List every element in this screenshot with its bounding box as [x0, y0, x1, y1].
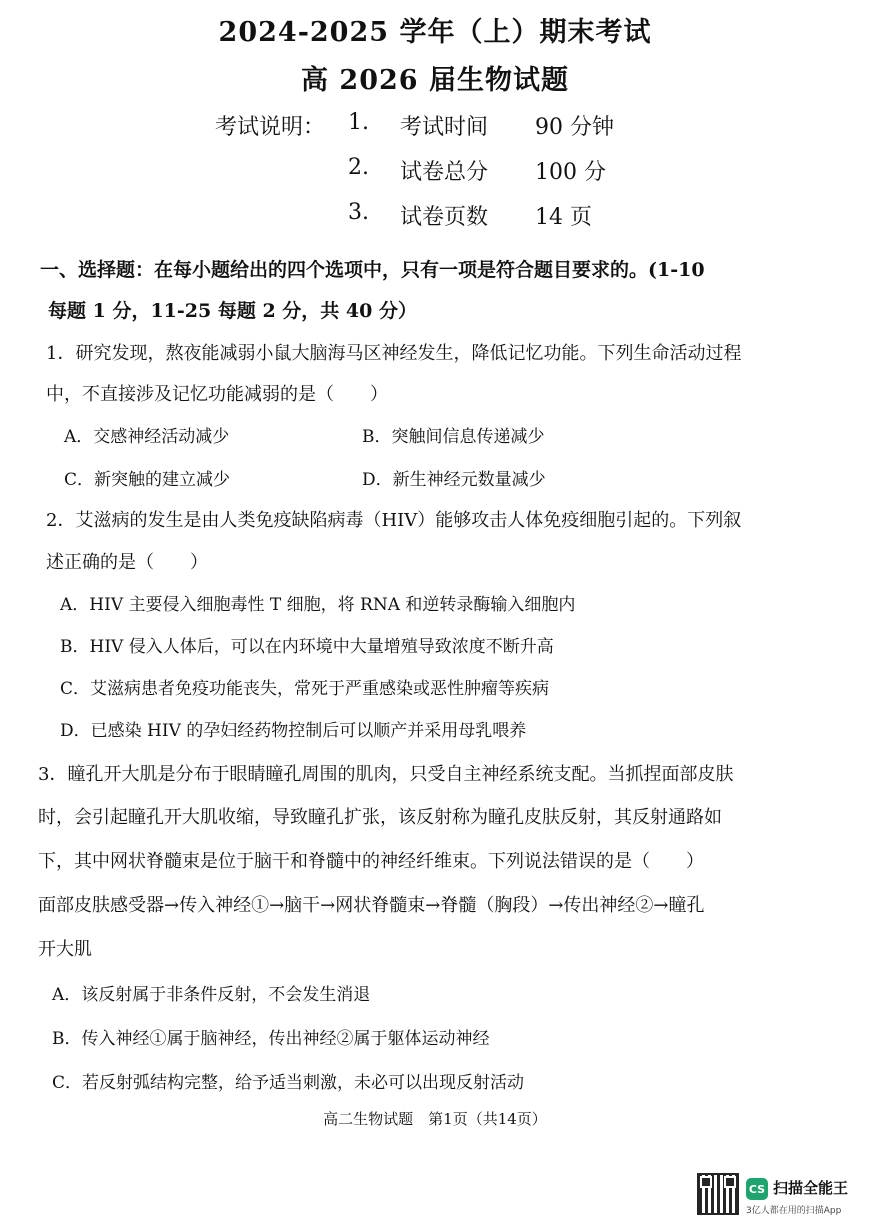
q2-option-c: C．艾滋病患者免疫功能丧失，常死于严重感染或恶性肿瘤等疾病 [60, 679, 550, 699]
instruction-num-1: 1. [348, 110, 369, 135]
q1-stem-line2: 中，不直接涉及记忆功能减弱的是（ ） [46, 384, 388, 405]
instruction-value-1: 90 分钟 [535, 115, 614, 140]
exam-title: 2024-2025 学年（上）期末考试 [218, 17, 652, 48]
q3-option-b: B．传入神经①属于脑神经，传出神经②属于躯体运动神经 [52, 1029, 490, 1049]
q1-option-d: D．新生神经元数量减少 [362, 470, 546, 490]
instruction-num-2: 2. [348, 155, 369, 180]
q3-stem-line3: 下，其中网状脊髓束是位于脑干和脊髓中的神经纤维束。下列说法错误的是（ ） [38, 851, 704, 872]
q1-option-a: A．交感神经活动减少 [64, 427, 230, 447]
camscanner-tagline: 3亿人都在用的扫描App [746, 1206, 842, 1216]
q2-option-b: B．HIV 侵入人体后，可以在内环境中大量增殖导致浓度不断升高 [60, 637, 554, 657]
q3-reflex-path-line1: 面部皮肤感受器→传入神经①→脑干→网状脊髓束→脊髓（胸段）→传出神经②→瞳孔 [38, 895, 705, 916]
instruction-value-3: 14 页 [535, 205, 592, 230]
q3-reflex-path-line2: 开大肌 [38, 939, 92, 960]
instructions-label: 考试说明： [215, 115, 326, 140]
qr-code-icon [697, 1173, 739, 1215]
instruction-name-1: 考试时间 [400, 115, 489, 140]
q3-option-a: A．该反射属于非条件反射，不会发生消退 [52, 985, 371, 1005]
q1-option-b: B．突触间信息传递减少 [362, 427, 545, 447]
q2-option-a: A．HIV 主要侵入细胞毒性 T 细胞，将 RNA 和逆转录酶输入细胞内 [60, 595, 576, 615]
section-heading-line1: 一、选择题：在每小题给出的四个选项中，只有一项是符合题目要求的。(1-10 [40, 259, 705, 281]
q1-stem-line1: 1．研究发现，熬夜能减弱小鼠大脑海马区神经发生，降低记忆功能。下列生命活动过程 [46, 343, 742, 364]
camscanner-logo-icon: CS [746, 1178, 768, 1200]
q2-option-d: D．已感染 HIV 的孕妇经药物控制后可以顺产并采用母乳喂养 [60, 721, 527, 741]
instruction-value-2: 100 分 [535, 160, 606, 185]
exam-subtitle: 高 2026 届生物试题 [301, 65, 569, 96]
section-heading-line2: 每题 1 分，11-25 每题 2 分，共 40 分） [48, 300, 417, 322]
page-footer: 高二生物试题 第1页（共14页） [323, 1110, 547, 1128]
q2-stem-line2: 述正确的是（ ） [46, 552, 208, 573]
instruction-name-3: 试卷页数 [400, 205, 489, 230]
camscanner-name: 扫描全能王 [773, 1179, 849, 1197]
q3-stem-line1: 3．瞳孔开大肌是分布于眼睛瞳孔周围的肌肉，只受自主神经系统支配。当抓捏面部皮肤 [38, 764, 734, 785]
q3-stem-line2: 时，会引起瞳孔开大肌收缩，导致瞳孔扩张，该反射称为瞳孔皮肤反射，其反射通路如 [38, 807, 722, 828]
q1-option-c: C．新突触的建立减少 [64, 470, 231, 490]
q2-stem-line1: 2．艾滋病的发生是由人类免疫缺陷病毒（HIV）能够攻击人体免疫细胞引起的。下列叙 [46, 510, 742, 531]
instruction-name-2: 试卷总分 [400, 160, 489, 185]
instruction-num-3: 3. [348, 200, 369, 225]
q3-option-c: C．若反射弧结构完整，给予适当刺激，未必可以出现反射活动 [52, 1073, 525, 1093]
